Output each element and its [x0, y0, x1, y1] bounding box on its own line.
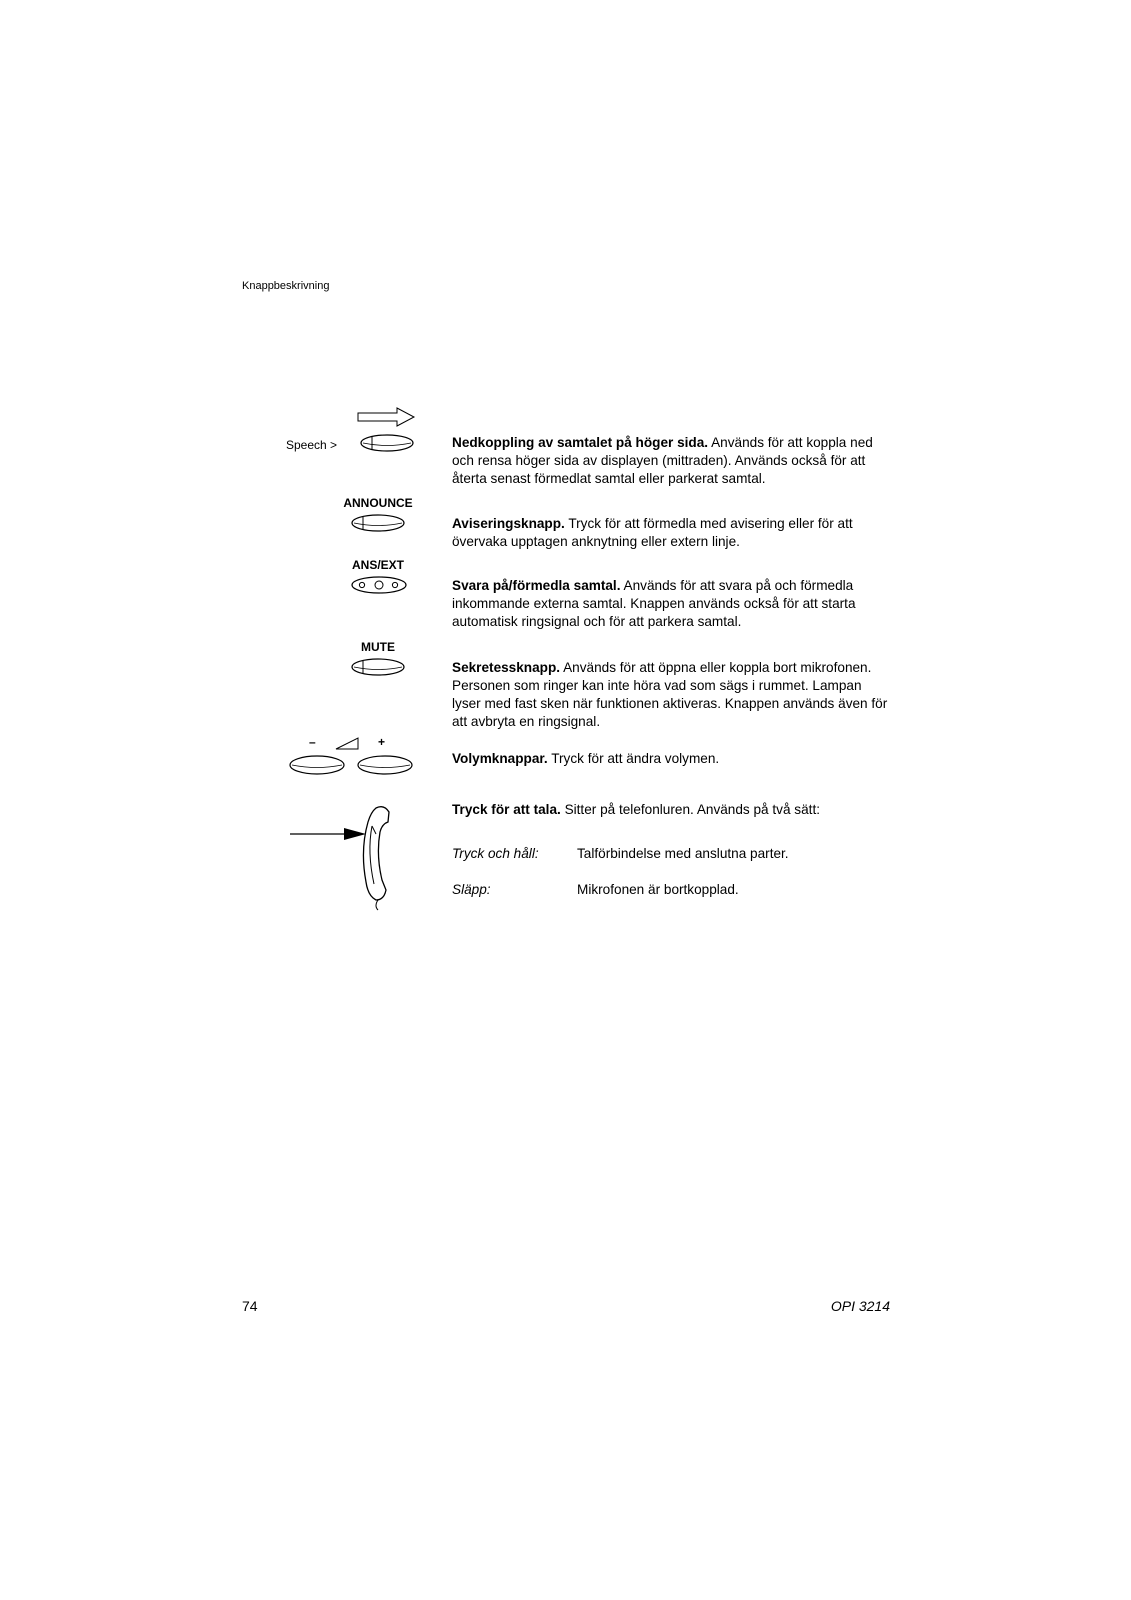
volume-wedge-icon — [335, 737, 361, 751]
section-header: Knappbeskrivning — [242, 280, 330, 292]
ansext-key-title: Svara på/förmedla samtal. — [452, 578, 621, 593]
announce-key-description — [452, 515, 892, 551]
speech-key-title: Nedkoppling av samtalet på höger sida. — [452, 435, 709, 450]
speech-key-label: Speech > — [286, 438, 338, 452]
ansext-key-description — [452, 577, 892, 631]
product-model: OPI 3214 — [830, 1298, 890, 1314]
volume-up-button[interactable] — [356, 755, 414, 777]
ansext-key-label: ANS/EXT — [351, 558, 404, 572]
volume-down-button[interactable] — [288, 755, 346, 777]
ansext-key-text: Används för att svara på och förmedla inkommande externa samtal. Knappen används också för att starta automatisk ringsignal och för att parkera samtal. — [452, 578, 856, 629]
volume-plus-label: + — [378, 735, 386, 749]
volume-key-title: Volymknappar. — [452, 751, 548, 766]
ptt-mode-term: Släpp: — [452, 882, 491, 897]
ptt-mode-definition: Mikrofonen är bortkopplad. — [577, 882, 739, 897]
handset-icon — [288, 800, 398, 910]
ptt-key-title: Tryck för att tala. — [452, 802, 561, 817]
speech-key-text: Används för att koppla ned och rensa höger sida av displayen (mittraden). Används också för att återta senast förmedlat samtal eller parkerat samtal. — [452, 435, 873, 486]
volume-key-text: Tryck för att ändra volymen. — [547, 751, 720, 766]
announce-key-button[interactable] — [350, 514, 406, 534]
ptt-mode-definition: Talförbindelse med anslutna parter. — [577, 846, 789, 861]
announce-key-title: Aviseringsknapp. — [452, 516, 565, 531]
speech-key-button[interactable] — [359, 434, 415, 454]
volume-key-description — [452, 750, 892, 768]
announce-key-label: ANNOUNCE — [343, 496, 413, 510]
mute-key-title: Sekretessknapp. — [452, 660, 561, 675]
mute-key-description — [452, 659, 892, 731]
ptt-mode-term: Tryck och håll: — [452, 846, 539, 861]
arrow-right-icon — [357, 407, 417, 429]
announce-key-text: Tryck för att förmedla med avisering eller för att övervaka upptagen anknytning eller extern linje. — [452, 516, 853, 549]
ptt-key-description — [452, 801, 892, 819]
volume-minus-label: – — [309, 735, 316, 749]
mute-key-button[interactable] — [350, 658, 406, 678]
page-number: 74 — [242, 1298, 258, 1314]
mute-key-text: Används för att öppna eller koppla bort mikrofonen. Personen som ringer kan inte höra vad som sägs i rummet. Lampan lyser med fast sken när funktionen aktiveras. Knappen används även för att avbryta en ringsignal. — [452, 660, 888, 729]
ansext-key-button[interactable] — [350, 576, 408, 596]
ptt-key-text: Sitter på telefonluren. Används på två sätt: — [560, 802, 820, 817]
speech-key-description — [452, 434, 892, 488]
mute-key-label: MUTE — [361, 640, 395, 654]
